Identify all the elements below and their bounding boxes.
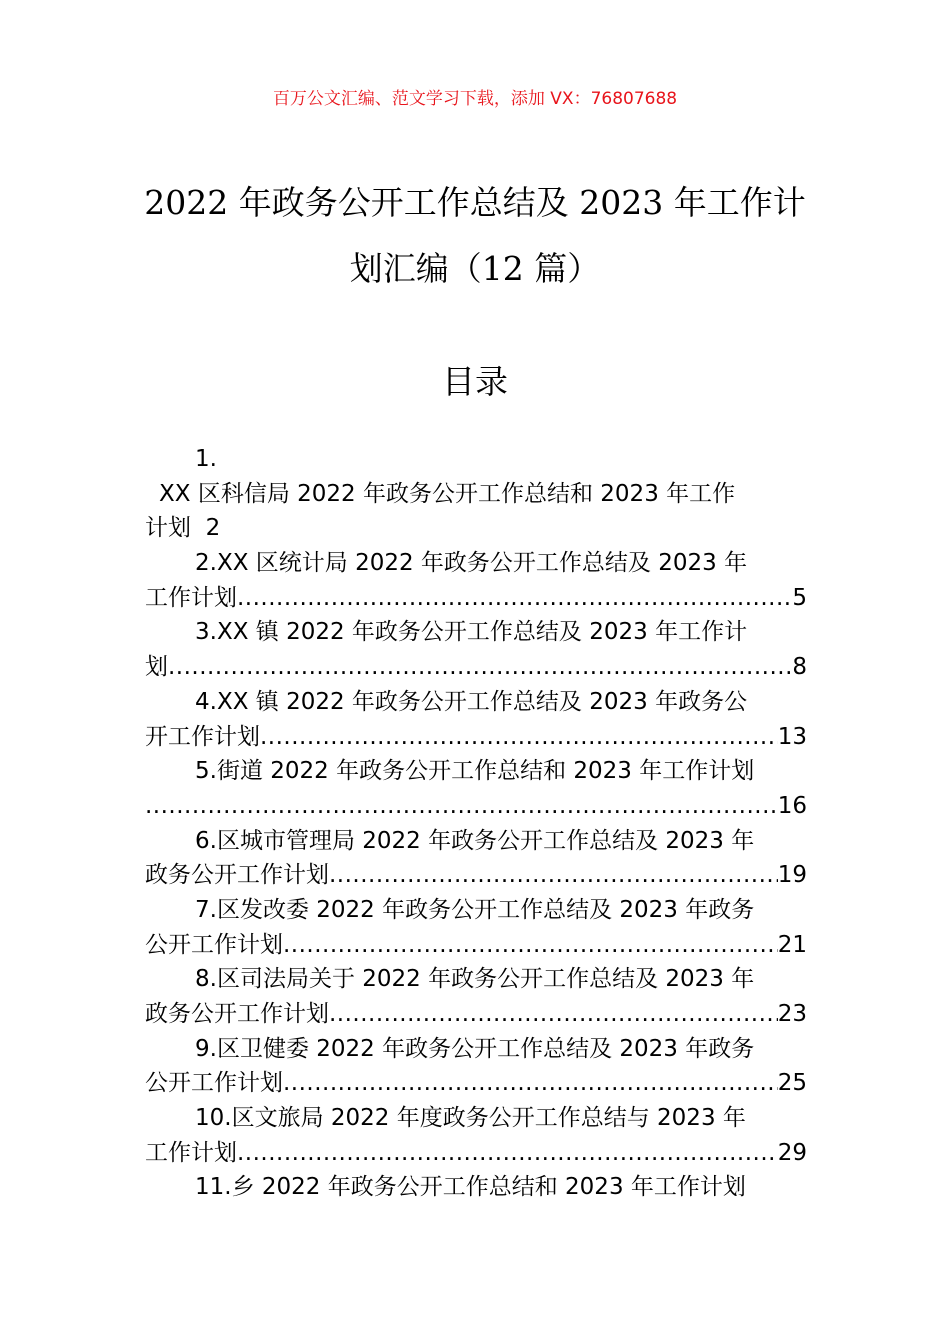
toc-entry-2-continuation[interactable]: [145, 581, 807, 616]
toc-entry-8-title[interactable]: 8.区司法局关于 2022 年政务公开工作总结及 2023 年: [195, 966, 755, 993]
toc-entry-5-page: 16: [777, 792, 807, 819]
toc-leader-dots: [260, 720, 778, 755]
toc-entry-11-title[interactable]: 11.乡 2022 年政务公开工作总结和 2023 年工作计划: [195, 1174, 746, 1201]
toc-entry-10-page: 29: [777, 1139, 807, 1166]
toc-leader-dots: [283, 928, 778, 963]
toc-leader-dots: [237, 581, 792, 616]
table-of-contents: [145, 442, 807, 1205]
toc-entry-4-continuation[interactable]: [145, 720, 807, 755]
toc-entry-6-page: 19: [777, 862, 807, 889]
toc-leader-dots: [283, 1066, 778, 1101]
toc-entry-7-cont-text: 公开工作计划: [145, 931, 283, 958]
toc-entry-2-title[interactable]: 2.XX 区统计局 2022 年政务公开工作总结及 2023 年: [195, 550, 748, 577]
toc-entry-7-page: 21: [777, 931, 807, 958]
toc-entry-2-cont-text: 工作计划: [145, 584, 237, 611]
toc-entry-5-title[interactable]: 5.街道 2022 年政务公开工作总结和 2023 年工作计划: [195, 758, 755, 785]
toc-entry-1-continuation[interactable]: [145, 511, 807, 546]
toc-leader-dots: [145, 789, 778, 824]
document-title-line-2: 划汇编（12 篇）: [349, 249, 601, 288]
toc-entry-8-page: 23: [777, 1001, 807, 1027]
toc-entry-9-cont-text: 公开工作计划: [145, 1070, 283, 1097]
toc-entry-7-title[interactable]: 7.区发改委 2022 年政务公开工作总结及 2023 年政务: [195, 896, 755, 923]
toc-entry-4-cont-text: 开工作计划: [145, 723, 260, 750]
toc-leader-dots: [237, 1136, 778, 1171]
toc-entry-3-page: 8: [792, 654, 807, 681]
toc-entry-9-continuation[interactable]: [145, 1066, 807, 1101]
toc-entry-10-title[interactable]: 10.区文旅局 2022 年度政务公开工作总结与 2023 年: [195, 1105, 746, 1132]
toc-entry-10-cont-text: 工作计划: [145, 1139, 237, 1166]
toc-entry-9-page: 25: [777, 1070, 807, 1097]
toc-leader-dots: [168, 650, 792, 685]
document-title-line-1: 2022 年政务公开工作总结及 2023 年工作计: [144, 183, 806, 222]
toc-entry-8-cont-text: 政务公开工作计划: [145, 1001, 329, 1027]
toc-entry-6-title[interactable]: 6.区城市管理局 2022 年政务公开工作总结及 2023 年: [195, 827, 755, 854]
toc-leader-dots: [329, 997, 778, 1032]
toc-entry-5-continuation[interactable]: [145, 789, 807, 824]
toc-entry-1-number[interactable]: 1.: [195, 446, 217, 472]
toc-entry-9-title[interactable]: 9.区卫健委 2022 年政务公开工作总结及 2023 年政务: [195, 1035, 755, 1062]
toc-entry-2-page: 5: [792, 584, 807, 611]
toc-entry-3-cont-text: 划: [145, 654, 168, 681]
toc-entry-4-title[interactable]: 4.XX 镇 2022 年政务公开工作总结及 2023 年政务公: [195, 688, 748, 715]
toc-entry-3-continuation[interactable]: [145, 650, 807, 685]
toc-leader-dots: [329, 858, 778, 893]
toc-entry-6-cont-text: 政务公开工作计划: [145, 862, 329, 889]
toc-entry-1-cont-text: 计划: [145, 515, 191, 542]
toc-entry-10-continuation[interactable]: [145, 1136, 807, 1171]
toc-entry-4-page: 13: [777, 723, 807, 750]
toc-entry-1-page: 2: [205, 515, 221, 542]
toc-entry-1-title[interactable]: XX 区科信局 2022 年政务公开工作总结和 2023 年工作: [159, 480, 736, 507]
header-watermark-note: 百万公文汇编、范文学习下载，添加 VX：76807688: [272, 89, 678, 109]
toc-entry-6-continuation[interactable]: [145, 858, 807, 893]
toc-heading: 目录: [442, 362, 508, 401]
toc-entry-7-continuation[interactable]: [145, 928, 807, 963]
toc-entry-8-continuation[interactable]: [145, 997, 807, 1032]
toc-entry-3-title[interactable]: 3.XX 镇 2022 年政务公开工作总结及 2023 年工作计: [195, 619, 748, 646]
